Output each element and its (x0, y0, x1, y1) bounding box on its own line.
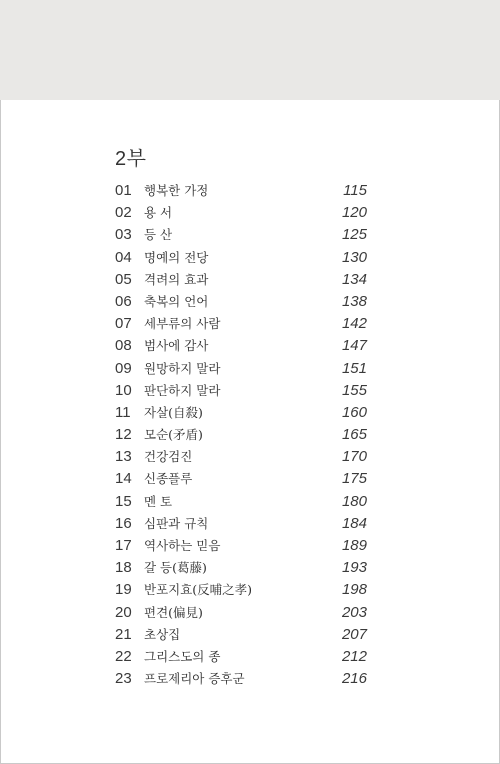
toc-entry-number: 21 (115, 625, 132, 643)
toc-entry-title: 원망하지 말라 (144, 360, 221, 376)
toc-entry (115, 269, 367, 291)
toc-entry-page: 207 (341, 625, 367, 643)
toc-entry-title: 갈 등(葛藤) (144, 560, 207, 576)
toc-entry-page: 212 (341, 647, 367, 665)
toc-entry-title: 건강검진 (144, 449, 193, 465)
toc-entry (115, 668, 367, 690)
toc-entry-number: 20 (115, 603, 132, 621)
toc-entry-page: 216 (341, 670, 367, 688)
toc-entry-page: 125 (341, 226, 367, 244)
toc-entry (115, 380, 367, 402)
toc-entry (115, 513, 367, 535)
toc-entry-page: 147 (341, 337, 367, 355)
toc-entry-page: 203 (341, 603, 367, 621)
toc-entry-title: 그리스도의 종 (144, 648, 221, 664)
toc-entry-page: 193 (341, 559, 367, 577)
toc-entry-number: 23 (115, 670, 132, 688)
toc-entry-number: 06 (115, 292, 132, 310)
toc-entry-number: 19 (115, 581, 132, 599)
toc-entry-page: 120 (341, 204, 367, 222)
toc-entry (115, 313, 367, 335)
toc-entry-page: 134 (341, 270, 367, 288)
table-of-contents (115, 180, 367, 690)
toc-entry (115, 446, 367, 468)
toc-entry-title: 범사에 감사 (144, 338, 209, 354)
toc-entry-number: 18 (115, 559, 132, 577)
toc-entry-number: 05 (115, 270, 132, 288)
toc-entry-number: 11 (115, 403, 131, 421)
toc-entry-page: 189 (341, 537, 367, 554)
toc-entry-title: 세부류의 사람 (144, 316, 221, 332)
toc-entry (115, 535, 367, 557)
toc-entry-number: 09 (115, 359, 132, 377)
toc-entry-title: 역사하는 믿음 (144, 538, 221, 553)
part-title: 2부 (115, 148, 147, 170)
toc-entry-number: 04 (115, 248, 132, 266)
toc-entry-page: 175 (341, 470, 367, 488)
toc-entry-number: 07 (115, 315, 132, 333)
toc-entry (115, 247, 367, 269)
toc-entry-title: 모순(矛盾) (144, 427, 203, 443)
toc-entry (115, 646, 367, 668)
toc-entry-number: 03 (115, 226, 132, 244)
toc-entry-number: 16 (115, 514, 132, 532)
toc-entry (115, 624, 367, 646)
toc-entry (115, 579, 367, 601)
toc-entry-title: 초상집 (144, 626, 181, 642)
toc-entry-title: 격려의 효과 (144, 271, 209, 287)
toc-entry-number: 01 (115, 182, 132, 199)
toc-entry-title: 명예의 전당 (144, 249, 209, 265)
toc-entry-title: 자살(自殺) (144, 404, 203, 420)
toc-entry-title: 신종플루 (144, 471, 193, 487)
toc-entry-number: 12 (115, 426, 132, 444)
toc-entry (115, 180, 367, 202)
toc-entry-page: 160 (341, 403, 367, 421)
toc-entry-number: 17 (115, 537, 132, 554)
toc-entry-page: 115 (343, 182, 367, 199)
toc-entry-title: 심판과 규칙 (144, 515, 209, 531)
toc-entry (115, 557, 367, 579)
toc-entry (115, 202, 367, 224)
toc-entry (115, 224, 367, 246)
toc-entry-page: 165 (341, 426, 367, 444)
toc-entry-title: 프로제리아 증후군 (144, 671, 245, 687)
toc-entry (115, 335, 367, 357)
toc-entry-page: 151 (341, 359, 367, 377)
toc-entry (115, 402, 367, 424)
toc-entry (115, 491, 367, 513)
toc-entry-title: 축복의 언어 (144, 293, 209, 309)
toc-entry-number: 22 (115, 647, 132, 665)
toc-entry-page: 184 (341, 514, 367, 532)
toc-entry (115, 468, 367, 490)
toc-entry-title: 판단하지 말라 (144, 382, 221, 398)
toc-entry-page: 142 (341, 315, 367, 333)
toc-entry-title: 등 산 (144, 227, 173, 243)
toc-entry-page: 170 (341, 448, 367, 466)
toc-entry (115, 602, 367, 624)
toc-entry-page: 198 (341, 581, 367, 599)
toc-entry-number: 10 (115, 381, 132, 399)
toc-entry-number: 08 (115, 337, 132, 355)
toc-entry-page: 155 (341, 381, 367, 399)
page-header-band (0, 0, 500, 100)
toc-entry-title: 반포지효(反哺之孝) (144, 582, 253, 598)
toc-entry-title: 멘 토 (144, 493, 173, 509)
toc-entry-page: 180 (341, 492, 367, 510)
toc-entry-page: 138 (341, 292, 367, 310)
toc-entry (115, 424, 367, 446)
toc-entry-number: 15 (115, 492, 132, 510)
toc-entry-number: 02 (115, 204, 132, 222)
toc-entry-title: 행복한 가정 (144, 183, 209, 198)
toc-entry-page: 130 (341, 248, 367, 266)
toc-entry (115, 291, 367, 313)
toc-entry (115, 358, 367, 380)
toc-entry-title: 편견(偏見) (144, 604, 203, 620)
toc-entry-number: 14 (115, 470, 132, 488)
toc-entry-title: 용 서 (144, 205, 173, 221)
toc-entry-number: 13 (115, 448, 132, 466)
